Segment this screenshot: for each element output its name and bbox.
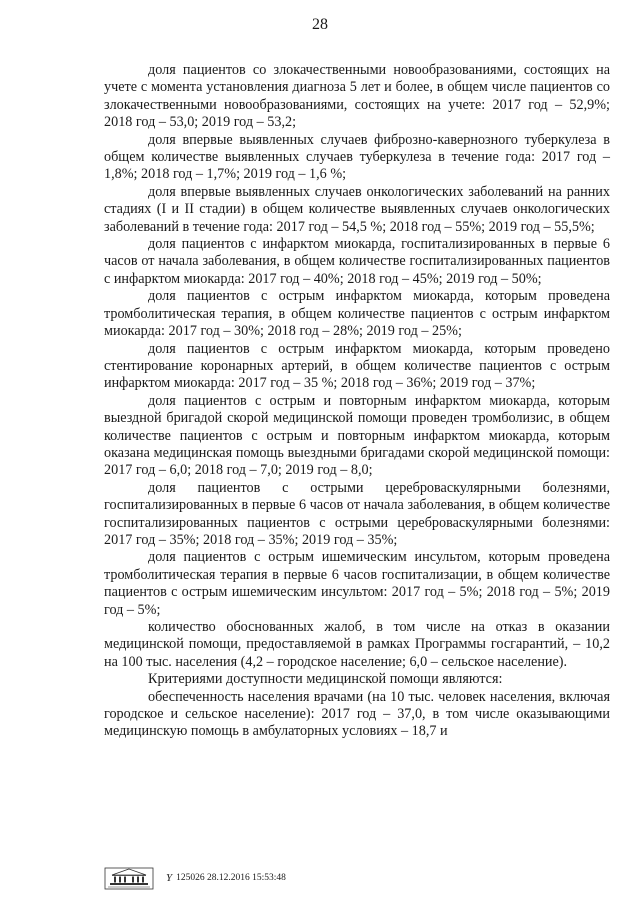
paragraph: доля пациентов с острым инфарктом миокарда, которым проведено стентирование коронарных артерий, в общем количестве пациентов с острым инфарктом миокарда: 2017 год – 35 %; 2018 год – 36%; 2019 год – 37%; [104,340,610,392]
paragraph: Критериями доступности медицинской помощи являются: [148,671,503,688]
paragraph: доля пациентов с инфарктом миокарда, госпитализированных в первые 6 часов от начала заболевания, в общем количестве госпитализированных пациентов с инфарктом миокарда: 2017 год – 40%; 2018 год – 45%; 2019 год – 50%; [104,236,610,287]
paragraph: доля пациентов с острым инфарктом миокарда, которым проведена тромболитическая терапия, в общем количестве пациентов с острым инфарктом миокарда: 2017 год – 30%; 2018 год – 28%; 2019 год – 25%; [104,288,610,340]
paragraph: доля пациентов с острым ишемическим инсультом, которым проведена тромболитическая терапия в первые 6 часов госпитализации, в общем количестве пациентов с острым ишемическим инсультом: 2017 год – 5%; 2018 год – 5%; 2019 год – 5%; [104,549,610,618]
paragraph: доля впервые выявленных случаев фиброзно-кавернозного туберкулеза в общем количестве выявленных случаев туберкулеза в течение года: 2017 год – 1,8%; 2018 год – 1,7%; 2019 год – 1,6 %; [104,131,610,183]
scan-footer [104,866,286,890]
government-building-stamp-icon [104,866,154,890]
paragraph: доля пациентов со злокачественными новообразованиями, состоящих на учете с момента установления диагноза 5 лет и более, в общем числе пациентов со злокачественными новообразованиями, состоящих на учете: 2017 год – 52,9%; 2018 год – 53,0; 2019 год – 53,2; [104,62,610,131]
page-number: 28 [312,16,328,33]
paragraph: доля пациентов с острыми цереброваскулярными болезнями, госпитализированных в первые 6 часов от начала заболевания, в общем количестве госпитализированных пациентов с острыми цереброваскулярными болезнями: 2017 год – 35%; 2018 год – 35%; 2019 год – 35%; [104,479,610,548]
paragraph: доля пациентов с острым и повторным инфарктом миокарда, которым выездной бригадой скорой медицинской помощи проведен тромболизис, в общем количестве пациентов с острым и повторным инфарктом миокарда, которым оказана медицинская помощь выездными бригадами скорой медицинской помощи: 2017 год – 6,0; 2018 год – 7,0; 2019 год – 8,0; [104,392,610,479]
document-mark: Ү [166,872,173,884]
document-body [104,62,610,741]
paragraph: доля впервые выявленных случаев онкологических заболеваний на ранних стадиях (I и II стадии) в общем количестве выявленных случаев онкологических заболеваний в течение года: 2017 год – 54,5 %; 2018 год – 55%; 2019 год – 55,5%; [104,183,610,235]
registration-stamp: 125026 28.12.2016 15:53:48 [176,873,286,883]
paragraph: обеспеченность населения врачами (на 10 тыс. человек населения, включая городское и сельское население): 2017 год – 37,0, в том числе оказывающими медицинскую помощь в амбулаторных условиях – 18,7 и [104,688,610,740]
paragraph: количество обоснованных жалоб, в том числе на отказ в оказании медицинской помощи, предоставляемой в рамках Программы госгарантий, – 10,2 на 100 тыс. населения (4,2 – городское население; 6,0 – сельское население). [104,619,610,670]
